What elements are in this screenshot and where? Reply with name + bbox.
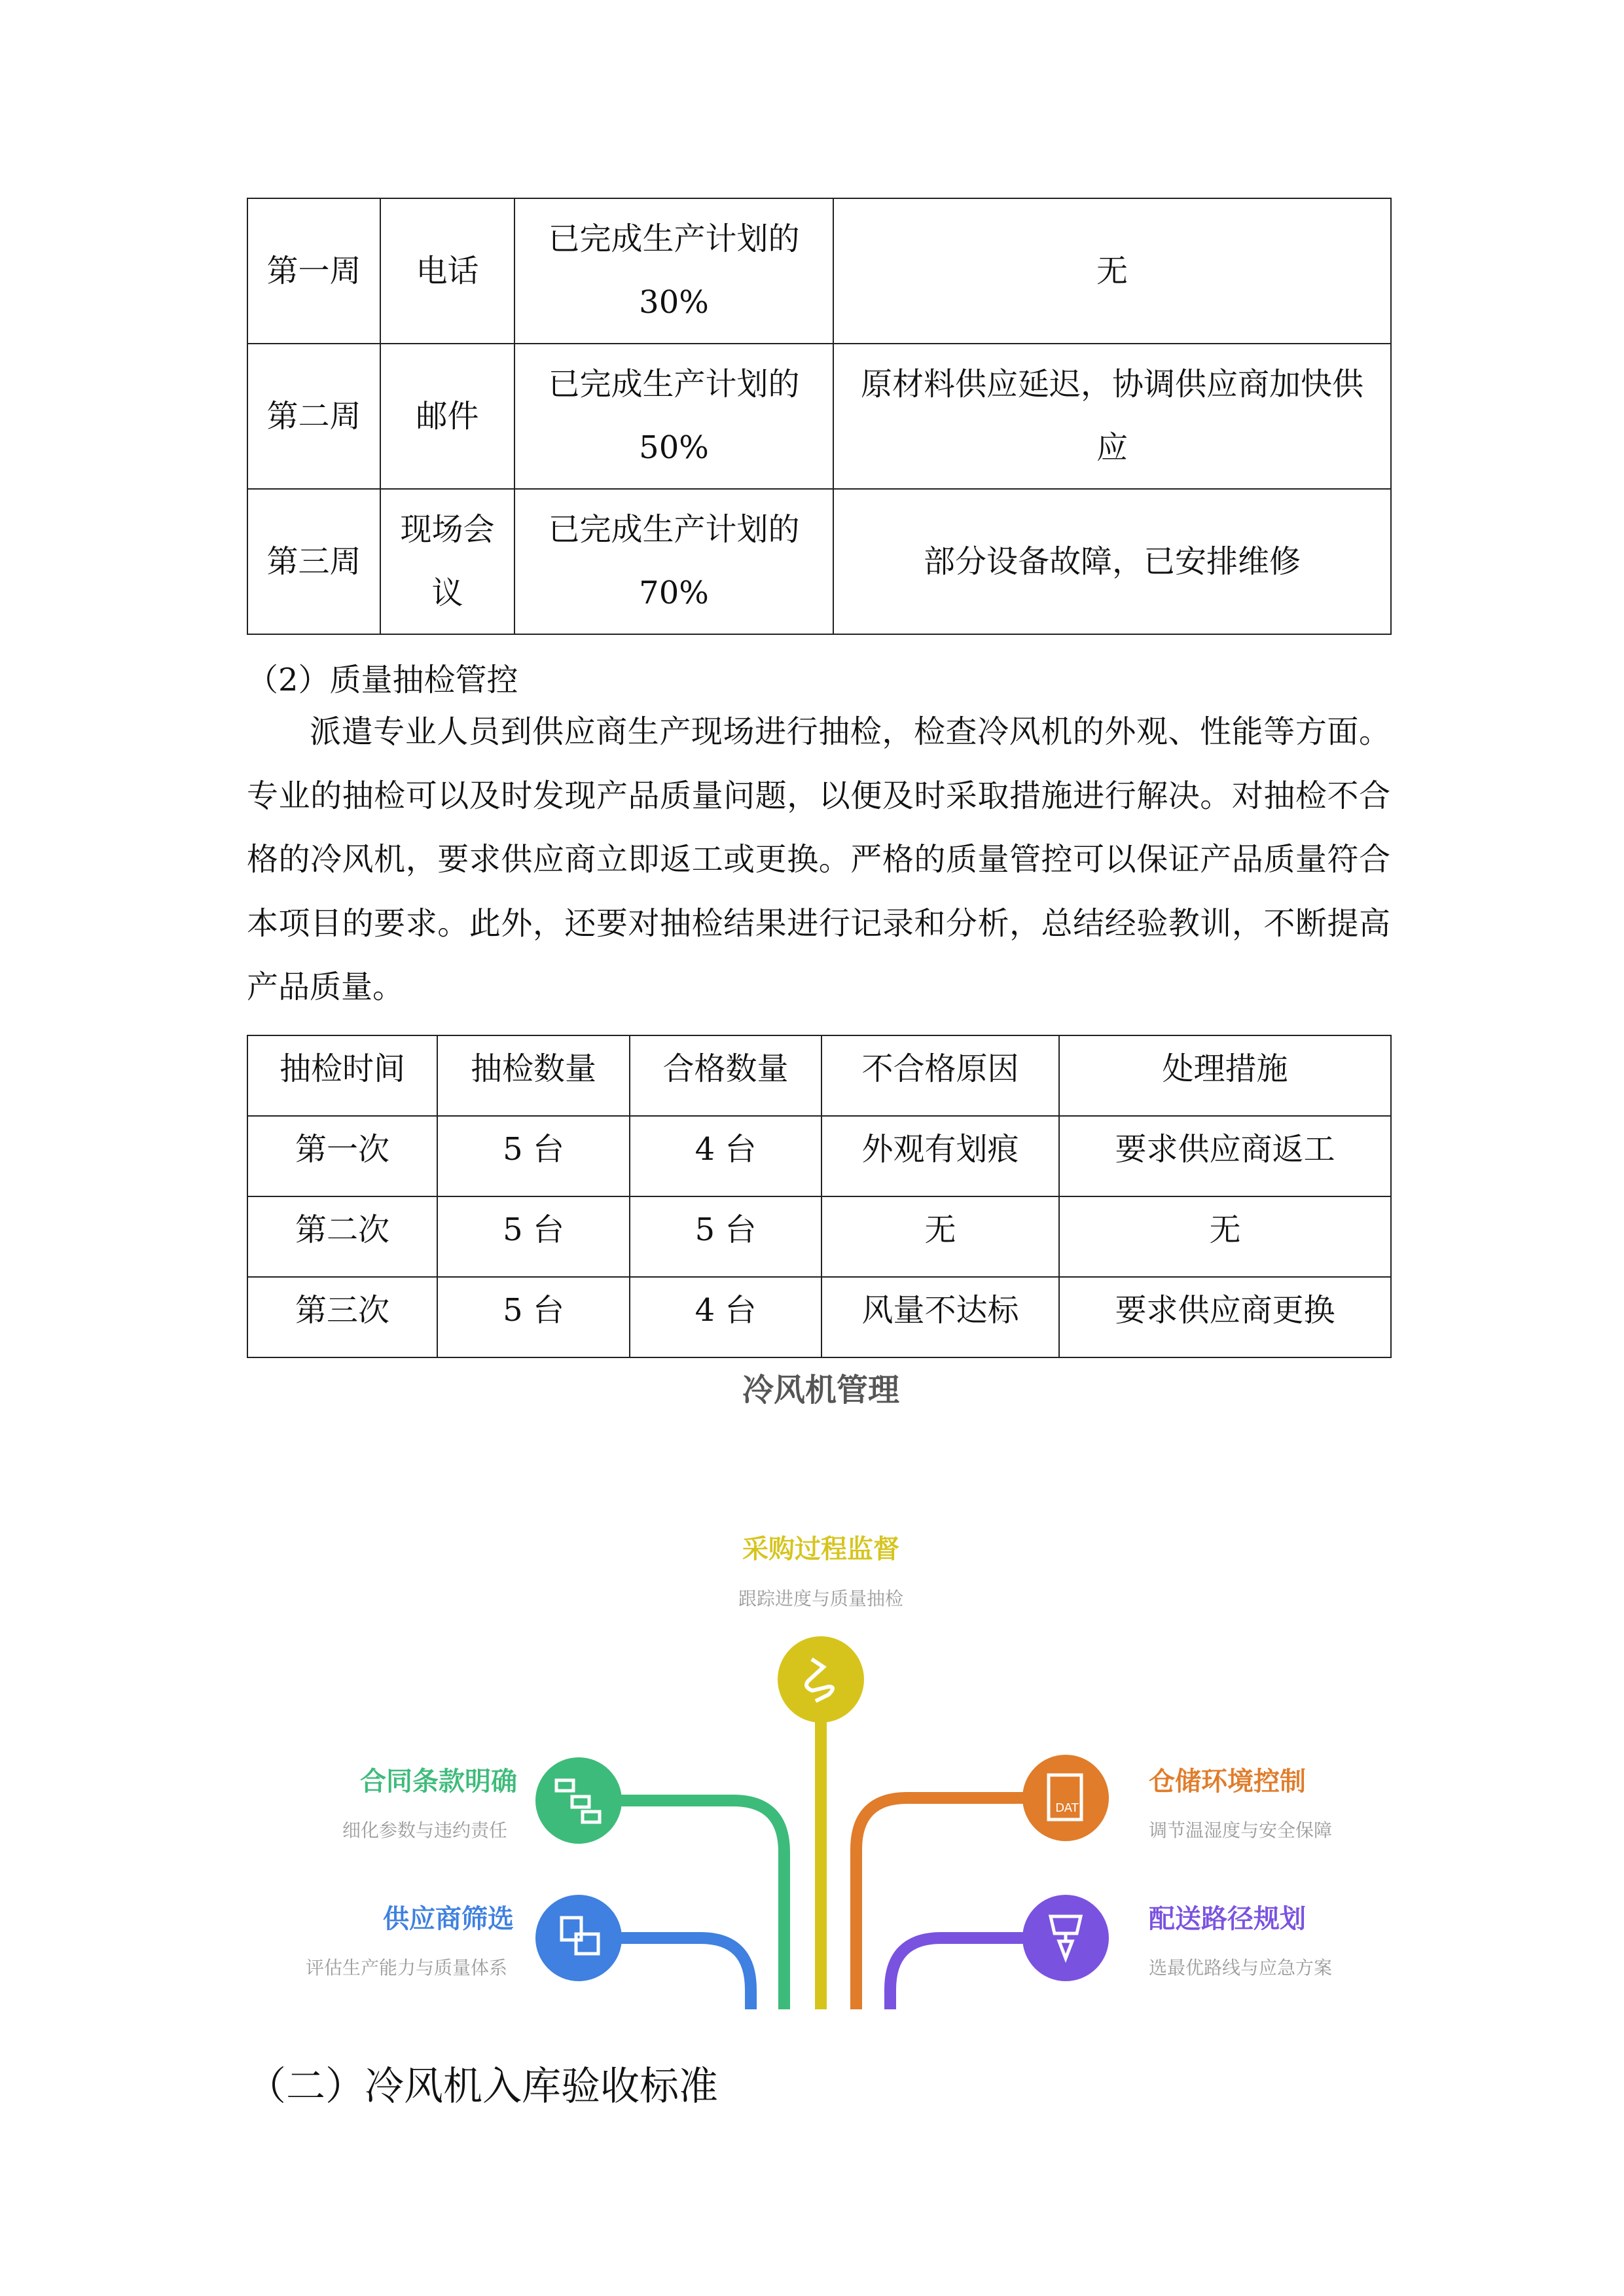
svg-text:仓储环境控制: 仓储环境控制	[1149, 1767, 1306, 1797]
node-contract	[342, 1757, 622, 1844]
table-cell: 第一周	[247, 198, 380, 344]
node-supplier	[306, 1895, 622, 1981]
table-cell: 已完成生产计划的 50%	[514, 344, 833, 489]
table-cell: 5 台	[437, 1277, 630, 1357]
table-row	[247, 1196, 1391, 1277]
table-cell: 现场会议	[380, 489, 514, 634]
table-cell: 合格数量	[630, 1035, 821, 1116]
table-cell: 要求供应商返工	[1059, 1116, 1391, 1196]
section-heading: （二）冷风机入库验收标准	[247, 2064, 718, 2109]
table-cell: 抽检数量	[437, 1035, 630, 1116]
svg-text:供应商筛选: 供应商筛选	[383, 1904, 514, 1934]
table-row	[247, 1277, 1391, 1357]
table-row	[247, 198, 1391, 344]
table-row	[247, 344, 1391, 489]
quality-paragraph: 派遣专业人员到供应商生产现场进行抽检，检查冷风机的外观、性能等方面。专业的抽检可以及时发现产品质量问题，以便及时采取措施进行解决。对抽检不合格的冷风机，要求供应商立即返工或更换。严格的质量管控可以保证产品质量符合本项目的要求。此外，还要对抽检结果进行记录和分析，总结经验教训，不断提高产品质量。	[247, 713, 1390, 1005]
table-cell: 部分设备故障，已安排维修	[833, 489, 1391, 634]
svg-text:合同条款明确: 合同条款明确	[360, 1767, 517, 1797]
node-top	[738, 1534, 903, 1723]
table-cell: 外观有划痕	[821, 1116, 1059, 1196]
svg-text:DAT: DAT	[1055, 1801, 1079, 1815]
quality-heading: （2）质量抽检管控	[247, 662, 518, 698]
progress-table	[247, 198, 1392, 635]
table-header-row	[247, 1035, 1391, 1116]
svg-text:采购过程监督: 采购过程监督	[742, 1534, 899, 1564]
table-cell: 5 台	[437, 1116, 630, 1196]
diagram-title: 冷风机管理	[742, 1372, 900, 1408]
svg-text:评估生产能力与质量体系: 评估生产能力与质量体系	[305, 1957, 507, 1979]
table-row	[247, 1116, 1391, 1196]
table-cell: 无	[833, 198, 1391, 344]
svg-text:细化参数与违约责任: 细化参数与违约责任	[342, 1820, 507, 1841]
table-cell: 原材料供应延迟，协调供应商加快供应	[833, 344, 1391, 489]
svg-text:调节温湿度与安全保障: 调节温湿度与安全保障	[1149, 1820, 1333, 1841]
table-cell: 无	[1059, 1196, 1391, 1277]
connector-orange	[856, 1798, 1028, 2009]
table-cell: 风量不达标	[821, 1277, 1059, 1357]
table-cell: 5 台	[437, 1196, 630, 1277]
inspection-table	[247, 1035, 1392, 1358]
table-cell: 第二次	[247, 1196, 437, 1277]
table-cell: 抽检时间	[247, 1035, 437, 1116]
table-cell: 第二周	[247, 344, 380, 489]
table-cell: 第一次	[247, 1116, 437, 1196]
node-warehouse	[1022, 1755, 1332, 1841]
table-cell: 处理措施	[1059, 1035, 1391, 1116]
table-cell: 5 台	[630, 1196, 821, 1277]
table-cell: 电话	[380, 198, 514, 344]
svg-text:选最优路线与应急方案: 选最优路线与应急方案	[1149, 1957, 1333, 1979]
table-cell: 要求供应商更换	[1059, 1277, 1391, 1357]
svg-text:配送路径规划: 配送路径规划	[1149, 1904, 1306, 1934]
table-cell: 邮件	[380, 344, 514, 489]
connector-purple	[890, 1938, 1028, 2009]
connector-blue	[615, 1938, 751, 2009]
svg-text:跟踪进度与质量抽检: 跟踪进度与质量抽检	[738, 1588, 904, 1609]
table-cell: 4 台	[630, 1277, 821, 1357]
connector-green	[615, 1801, 784, 2009]
table-row	[247, 489, 1391, 634]
table-cell: 不合格原因	[821, 1035, 1059, 1116]
node-delivery	[1022, 1895, 1332, 1981]
table-cell: 第三次	[247, 1277, 437, 1357]
cooler-management-diagram	[0, 1361, 1624, 2029]
table-cell: 无	[821, 1196, 1059, 1277]
table-cell: 已完成生产计划的 70%	[514, 489, 833, 634]
table-cell: 已完成生产计划的 30%	[514, 198, 833, 344]
table-cell: 4 台	[630, 1116, 821, 1196]
table-cell: 第三周	[247, 489, 380, 634]
